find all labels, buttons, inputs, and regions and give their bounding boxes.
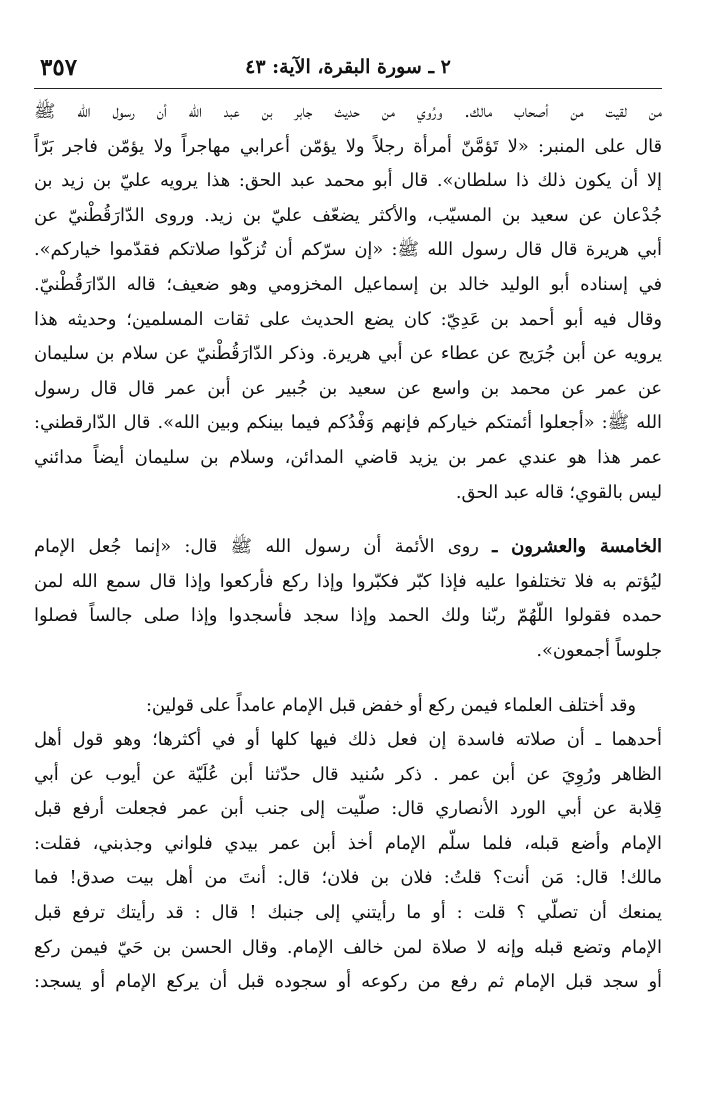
text-line: إلا أن يكون ذلك ذا سلطان». قال أبو محمد عبد الحق: هذا يرويه عليّ بن زيد بن	[34, 170, 662, 192]
text-line: جلوساً أجمعون».	[536, 639, 662, 661]
text-line: يمنعك أن تصلّي ؟ قلت : أو ما رأيتني إلى جنبك ! قال : قد رأيتك ترفع قبل	[34, 902, 662, 924]
text-line: ليُؤتم به فلا تختلفوا عليه فإذا كبّر فكبّروا وإذا ركع فأركعوا وإذا قال سمع الله لمن	[34, 570, 662, 592]
text-line: ليس بالقوي؛ قاله عبد الحق.	[455, 481, 662, 503]
page-number: ٣٥٧	[40, 54, 78, 81]
text-line: وقال فيه أبو أحمد بن عَدِيّ: كان يضع الحديث على ثقات المسلمين؛ وحديثه هذا	[34, 308, 662, 330]
text-line: وقد أختلف العلماء فيمن ركع أو خفض قبل الإمام عامداً على قولين:	[145, 694, 636, 716]
text-line: الإمام وتضع قبله وإنه لا صلاة لمن خالف الإمام. وقال الحسن بن حَيّ فيمن ركع	[34, 936, 662, 958]
paragraph-3	[34, 689, 662, 1000]
page-body	[34, 95, 662, 1000]
text-span: روى الأئمة أن رسول الله ﷺ قال: «إنما جُعل الإمام	[34, 536, 479, 558]
book-page	[34, 52, 662, 1000]
text-line: أو سجد قبل الإمام ثم رفع من ركوعه أو سجوده قبل أن يركع الإمام أو يسجد:	[34, 971, 662, 993]
text-line: قال على المنبر: «لا تَؤمَّنّ أمرأة رجلاً ولا يؤمّن أعرابي مهاجراً ولا يؤمّن فاجر بَرّاً	[34, 135, 662, 157]
paragraph-gap	[34, 510, 662, 530]
running-title: ٢ ـ سورة البقرة، الآية: ٤٣	[245, 56, 451, 78]
text-line: من لقيت من أصحاب مالك. ورُوي من حديث جابر بن عبد الله أن رسول الله ﷺ	[34, 101, 662, 122]
section-heading: الخامسة والعشرون ـ	[492, 536, 662, 558]
text-line: الله ﷺ: «أجعلوا أئمتكم خياركم فإنهم وَفْدُكم فيما بينكم وبين الله». قال الدّارقطني:	[34, 412, 662, 434]
paragraph-gap	[34, 669, 662, 689]
text-line: في إسناده أبو الوليد خالد بن إسماعيل المخزومي وهو ضعيف؛ قاله الدّارَقُطْنيّ.	[34, 273, 662, 295]
text-line: أحدهما ـ أن صلاته فاسدة إن فعل ذلك فيها كلها أو في أكثرها؛ وهو قول أهل	[34, 729, 662, 751]
text-line: حمده فقولوا اللّهُمّ ربّنا ولك الحمد وإذا سجد فأسجدوا وإذا صلى جالساً فصلوا	[34, 605, 662, 627]
text-line: عن عمر عن محمد بن واسع عن سعيد بن جُبير عن أبن عمر قال قال رسول	[34, 377, 662, 399]
text-line: عمر هذا هو عندي عمر بن يزيد قاضي المدائن، وسلام بن سليمان أيضاً مدائني	[34, 446, 662, 468]
text-line: يرويه عن أبن جُرَيج عن عطاء عن أبي هريرة. وذكر الدّارَقُطْنيّ عن سلام بن سليمان	[34, 343, 662, 365]
text-line: مالك! قال: مَن أنت؟ قلتُ: فلان بن فلان؛ قال: أنتَ من أهل بيت صدق! فما	[34, 867, 662, 889]
text-line: الإمام وأضع قبله، فلما سلّم الإمام أخذ أبن عمر بيدي فلواني وجذبني، فقلت:	[34, 832, 662, 854]
paragraph-1	[34, 95, 662, 510]
paragraph-2	[34, 530, 662, 668]
text-line: جُدْعان عن سعيد بن المسيّب، والأكثر يضعّف عليّ بن زيد. وروى الدّارَقُطْنيّ عن	[34, 204, 662, 226]
text-line: قِلابة عن أبي الورد الأنصاري قال: صلّيت إلى جنب أبن عمر فجعلت أرفع قبل	[34, 798, 662, 820]
text-line: الظاهر ورُوِيَ عن أبن عمر . ذكر سُنيد قال حدّثنا أبن عُلَيّة عن أيوب عن أبي	[34, 763, 662, 785]
text-line	[34, 530, 662, 565]
page-header	[34, 52, 662, 89]
text-line: أبي هريرة قال قال رسول الله ﷺ: «إن سرّكم أن تُزكّوا صلاتكم فقدّموا خياركم».	[34, 239, 662, 261]
